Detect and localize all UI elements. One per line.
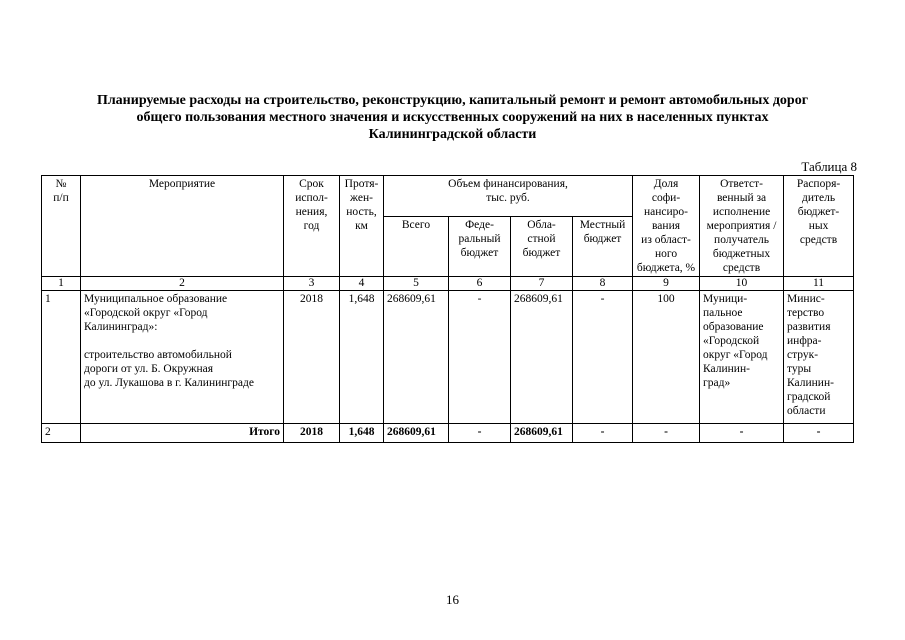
cell-num: 1 [42, 291, 81, 424]
total-length: 1,648 [340, 424, 384, 443]
header-length: Протя- жен- ность, км [340, 176, 384, 277]
header-responsible: Ответст- венный за исполнение мероприятия / получатель бюджетных средств [700, 176, 784, 277]
cell-term: 2018 [284, 291, 340, 424]
cell-event: Муниципальное образование «Городской округ «Город Калининград»: строительство автомобильной дороги от ул. Б. Окружная до ул. Лукашова в г. Калининграде [81, 291, 284, 424]
total-total: 268609,61 [384, 424, 449, 443]
total-label: Итого [81, 424, 284, 443]
total-share: - [633, 424, 700, 443]
column-number: 1 [42, 277, 81, 291]
cell-responsible: Муници- пальное образование «Городской округ «Город Калинин- град» [700, 291, 784, 424]
column-number: 10 [700, 277, 784, 291]
total-manager: - [784, 424, 854, 443]
header-share: Доля софи- нансиро- вания из област- ного бюджета, % [633, 176, 700, 277]
table-label: Таблица 8 [801, 159, 857, 174]
total-num: 2 [42, 424, 81, 443]
expenses-table [41, 175, 854, 443]
total-row [42, 424, 854, 443]
total-regional: 268609,61 [511, 424, 573, 443]
title-line: общего пользования местного значения и искусственных сооружений на них в населенных пунктах [136, 110, 769, 125]
column-number: 2 [81, 277, 284, 291]
total-local: - [573, 424, 633, 443]
header-num: № п/п [42, 176, 81, 277]
column-number: 8 [573, 277, 633, 291]
header-federal: Феде- ральный бюджет [449, 217, 511, 277]
page-number: 16 [446, 592, 459, 607]
table-row [42, 291, 854, 424]
header-total: Всего [384, 217, 449, 277]
header-row [42, 176, 854, 217]
column-number: 3 [284, 277, 340, 291]
header-manager: Распоря- дитель бюджет- ных средств [784, 176, 854, 277]
cell-manager: Минис- терство развития инфра- струк- туры Калинин- градской области [784, 291, 854, 424]
cell-regional: 268609,61 [511, 291, 573, 424]
title-line: Планируемые расходы на строительство, реконструкцию, капитальный ремонт и ремонт автомобильных дорог [96, 93, 809, 108]
cell-total: 268609,61 [384, 291, 449, 424]
header-regional: Обла- стной бюджет [511, 217, 573, 277]
cell-share: 100 [633, 291, 700, 424]
total-term: 2018 [284, 424, 340, 443]
header-event: Мероприятие [81, 176, 284, 277]
total-federal: - [449, 424, 511, 443]
column-number: 4 [340, 277, 384, 291]
header-term: Срок испол- нения, год [284, 176, 340, 277]
column-number: 5 [384, 277, 449, 291]
cell-length: 1,648 [340, 291, 384, 424]
header-local: Местный бюджет [573, 217, 633, 277]
total-responsible: - [700, 424, 784, 443]
cell-local: - [573, 291, 633, 424]
document-title [40, 92, 865, 143]
column-number: 9 [633, 277, 700, 291]
column-number: 6 [449, 277, 511, 291]
column-number: 11 [784, 277, 854, 291]
header-funding: Объем финансирования, тыс. руб. [384, 176, 633, 217]
column-number-row [42, 277, 854, 291]
title-line: Калининградской области [368, 127, 537, 142]
column-number: 7 [511, 277, 573, 291]
cell-federal: - [449, 291, 511, 424]
